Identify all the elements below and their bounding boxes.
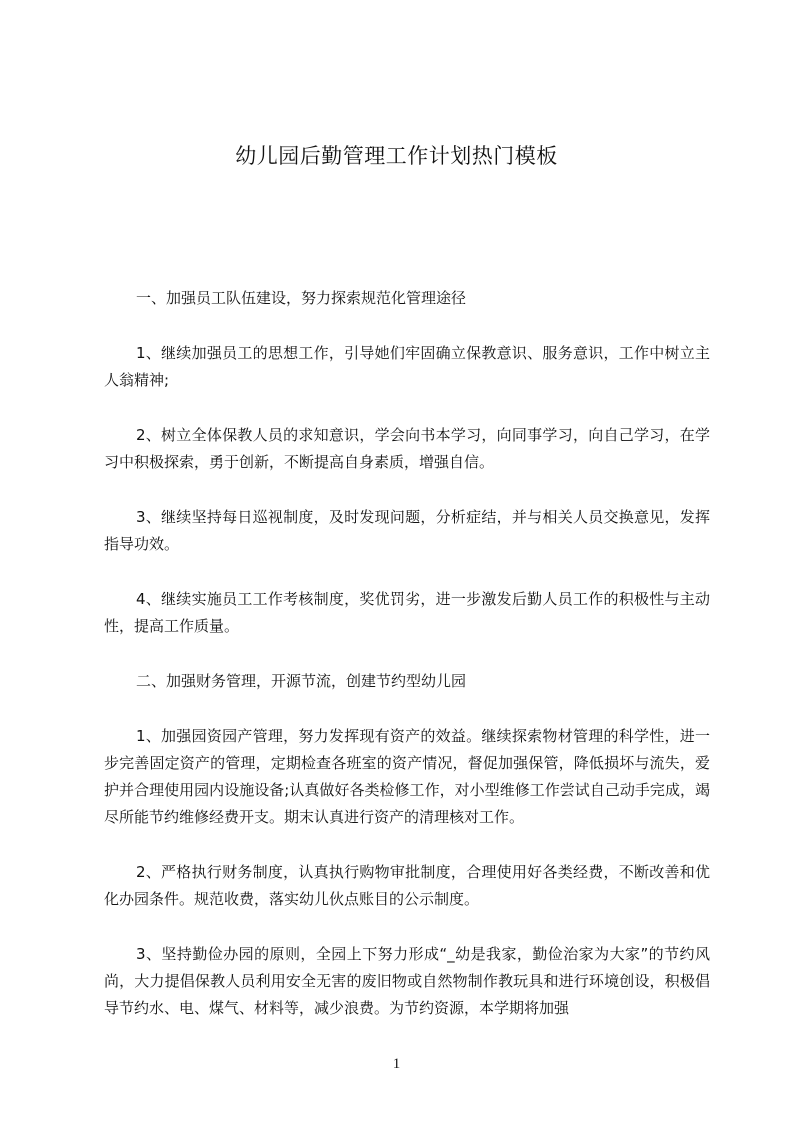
section-1-item-1: 1、继续加强员工的思想工作，引导她们牢固确立保教意识、服务意识，工作中树立主人翁精神; — [104, 344, 710, 389]
section-1-item-4: 4、继续实施员工工作考核制度，奖优罚劣，进一步激发后勤人员工作的积极性与主动性，提高工作质量。 — [104, 590, 710, 635]
section-2-item-1: 1、加强园资园产管理，努力发挥现有资产的效益。继续探索物材管理的科学性，进一步完善固定资产的管理，定期检查各班室的资产情况，督促加强保管，降低损坏与流失，爱护并合理使用园内设施设备;认真做好各类检修工作，对小型维修工作尝试自己动手完成，竭尽所能节约维修经费开支。期末认真进行资产的清理核对工作。 — [104, 727, 710, 826]
page-number: 1 — [392, 1056, 401, 1072]
section-2-item-2: 2、严格执行财务制度，认真执行购物审批制度，合理使用好各类经费，不断改善和优化办园条件。规范收费，落实幼儿伙点账目的公示制度。 — [104, 863, 710, 908]
section-heading-1: 一、加强员工队伍建设，努力探索规范化管理途径 — [136, 289, 467, 307]
section-2-item-3: 3、坚持勤俭办园的原则，全园上下努力形成“_幼是我家，勤俭治家为大家”的节约风尚，大力提倡保教人员利用安全无害的废旧物或自然物制作教玩具和进行环境创设，积极倡导节约水、电、煤气、材料等，减少浪费。为节约资源，本学期将加强 — [104, 945, 710, 1017]
section-heading-2: 二、加强财务管理，开源节流，创建节约型幼儿园 — [136, 672, 467, 690]
document-body — [104, 285, 710, 1050]
document-title: 幼儿园后勤管理工作计划热门模板 — [235, 144, 558, 168]
section-1-item-2: 2、树立全体保教人员的求知意识，学会向书本学习，向同事学习，向自己学习，在学习中积极探索，勇于创新，不断提高自身素质，增强自信。 — [104, 426, 710, 471]
section-1-item-3: 3、继续坚持每日巡视制度，及时发现问题，分析症结，并与相关人员交换意见，发挥指导功效。 — [104, 508, 710, 553]
